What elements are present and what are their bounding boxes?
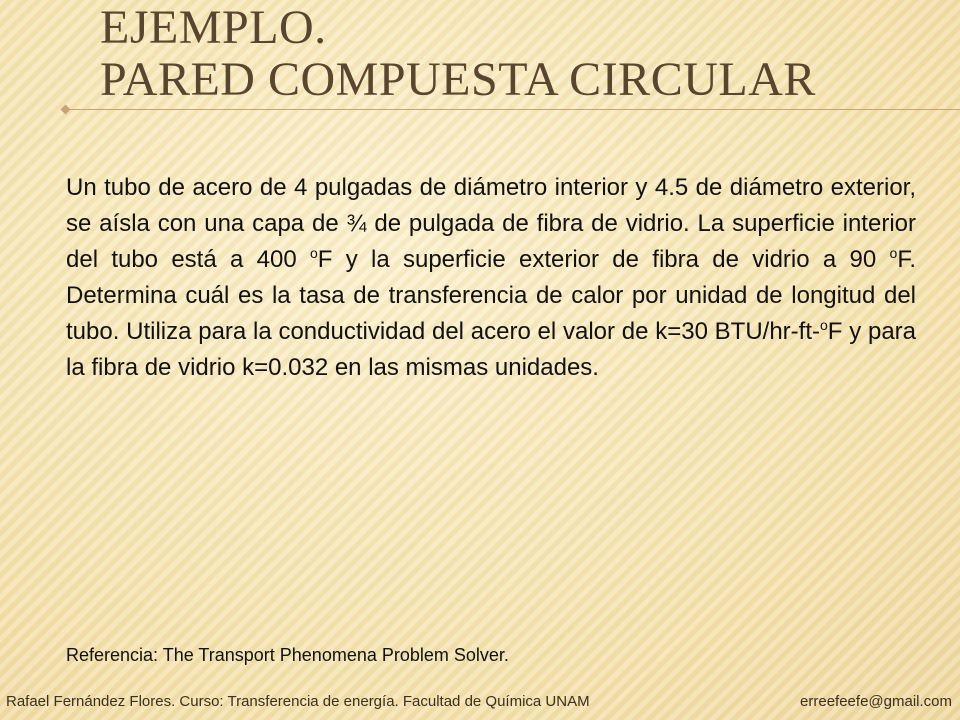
- footer-author: Rafael Fernández Flores. Curso: Transferencia de energía. Facultad de Química UNAM: [6, 693, 590, 710]
- footer-email: erreefeefe@gmail.com: [800, 693, 952, 710]
- degree-superscript: o: [889, 245, 898, 261]
- degree-superscript: o: [820, 317, 828, 333]
- title-line-1: EJEMPLO.: [100, 1, 327, 54]
- title-line-2: PARED COMPUESTA CIRCULAR: [100, 53, 816, 106]
- title-divider: [66, 109, 960, 110]
- slide-title: [100, 2, 960, 106]
- problem-text-part-1: Un tubo de acero de 4 pulgadas de diámetro interior y 4.5 de diámetro exterior, se aísla con una capa de ¾ de pulgada de fibra de vidrio. La superficie interior del tubo está a 400: [66, 174, 916, 273]
- problem-text-part-4: F y para la fibra de vidrio k=0.032 en las mismas unidades.: [66, 318, 917, 381]
- reference-text: Referencia: The Transport Phenomena Problem Solver.: [66, 645, 509, 665]
- problem-statement: [66, 170, 916, 386]
- problem-text-part-3: F. Determina cuál es la tasa de transferencia de calor por unidad de longitud del tubo. Utiliza para la conductividad del acero el valor de k=30 BTU/hr-ft-: [66, 246, 916, 345]
- problem-text-part-2: F y la superficie exterior de fibra de vidrio a 90: [317, 246, 890, 273]
- degree-superscript: o: [309, 245, 318, 261]
